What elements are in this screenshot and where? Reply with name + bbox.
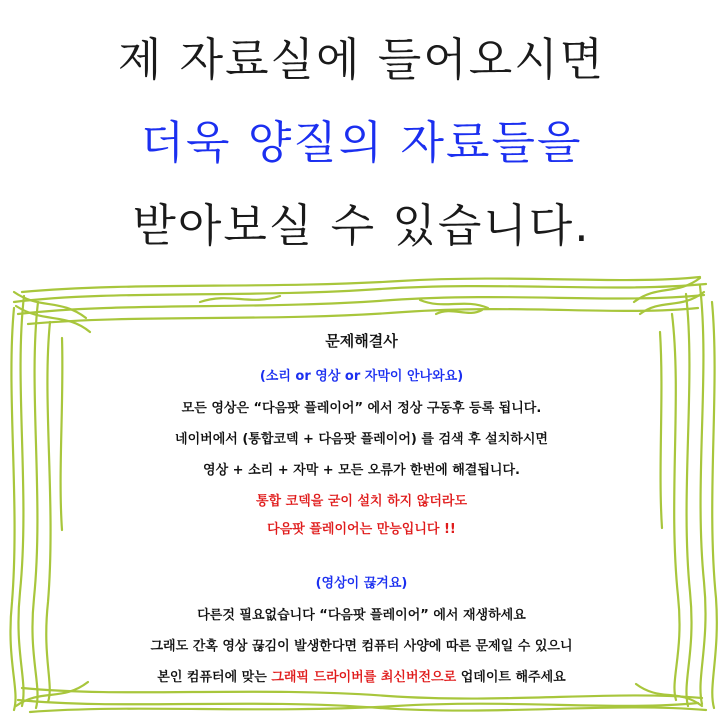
- info-panel: [60, 330, 663, 697]
- section1-line-2: 네이버에서 (통합코덱 + 다음팟 플레이어) 를 검색 후 설치하시면: [175, 432, 548, 447]
- section2-line-1: 다른것 필요없습니다 “다음팟 플레이어” 에서 재생하세요: [197, 608, 526, 623]
- section2-line-3-part2: 업데이트 해주세요: [460, 670, 566, 685]
- headline-line-2: 더욱 양질의 자료들을: [140, 116, 583, 169]
- section2-subtitle: (영상이 끊겨요): [315, 576, 408, 591]
- section1-emphasis-1: 통합 코덱을 굳이 설치 하지 않더라도: [256, 494, 467, 509]
- section2-line-3: [60, 666, 663, 685]
- section1-line-3: 영상 + 소리 + 자막 + 모든 오류가 한번에 해결됩니다.: [203, 463, 520, 478]
- headline-line-1: 제 자료실에 들어오시면: [117, 33, 606, 86]
- headline-line-3: 받아보실 수 있습니다.: [132, 199, 591, 252]
- section1-emphasis-2: 다음팟 플레이어는 만능입니다 !!: [267, 522, 456, 537]
- section2-line-3-part1: 본인 컴퓨터에 맞는: [157, 670, 272, 685]
- section2-line-3-highlight: 그래픽 드라이버를 최신버전으로: [271, 670, 457, 685]
- section2-line-2: 그래도 간혹 영상 끊김이 발생한다면 컴퓨터 사양에 따른 문제일 수 있으니: [150, 639, 573, 654]
- headline-block: [0, 18, 723, 267]
- panel-title: 문제해결사: [325, 332, 398, 350]
- section1-subtitle: (소리 or 영상 or 자막이 안나와요): [259, 369, 464, 384]
- section-divider: [60, 546, 663, 572]
- section1-line-1: 모든 영상은 “다음팟 플레이어” 에서 정상 구동후 등록 됩니다.: [181, 401, 542, 416]
